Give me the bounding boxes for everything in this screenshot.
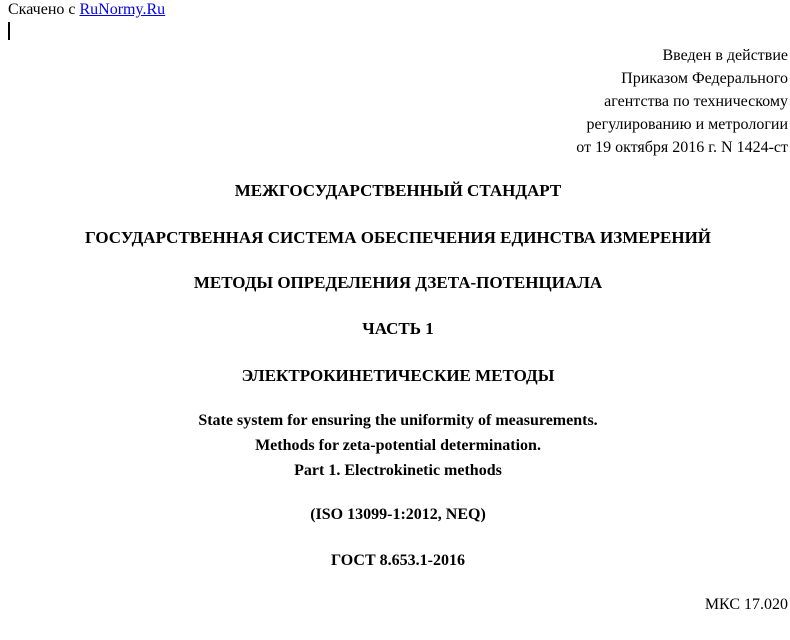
part-title-heading: ЭЛЕКТРОКИНЕТИЧЕСКИЕ МЕТОДЫ [241,366,555,385]
runormy-link[interactable]: RuNormy.Ru [79,1,166,18]
english-title-line: Part 1. Electrokinetic methods [294,462,502,479]
mks-code: МКС 17.020 [704,596,788,613]
english-title-line: Methods for zeta-potential determination. [255,437,541,454]
approval-line: Введен в действие [662,47,788,64]
approval-line: регулированию и метрологии [586,116,788,133]
download-source-line [8,0,165,20]
approval-line: от 19 октября 2016 г. N 1424-ст [576,139,788,156]
download-prefix: Скачено с [8,1,80,18]
gost-number: ГОСТ 8.653.1-2016 [331,552,465,569]
standard-type-heading: МЕЖГОСУДАРСТВЕННЫЙ СТАНДАРТ [234,181,562,200]
text-cursor [8,22,10,40]
iso-reference: (ISO 13099-1:2012, NEQ) [310,506,486,523]
approval-block [576,44,788,159]
part-heading: ЧАСТЬ 1 [362,319,434,338]
approval-line: агентства по техническому [604,93,788,110]
document-title: МЕТОДЫ ОПРЕДЕЛЕНИЯ ДЗЕТА-ПОТЕНЦИАЛА [193,273,603,292]
system-heading: ГОСУДАРСТВЕННАЯ СИСТЕМА ОБЕСПЕЧЕНИЯ ЕДИНСТВА ИЗМЕРЕНИЙ [84,228,712,247]
english-title-line: State system for ensuring the uniformity of measurements. [198,412,598,429]
approval-line: Приказом Федерального [621,70,788,87]
english-title-block [0,408,790,483]
